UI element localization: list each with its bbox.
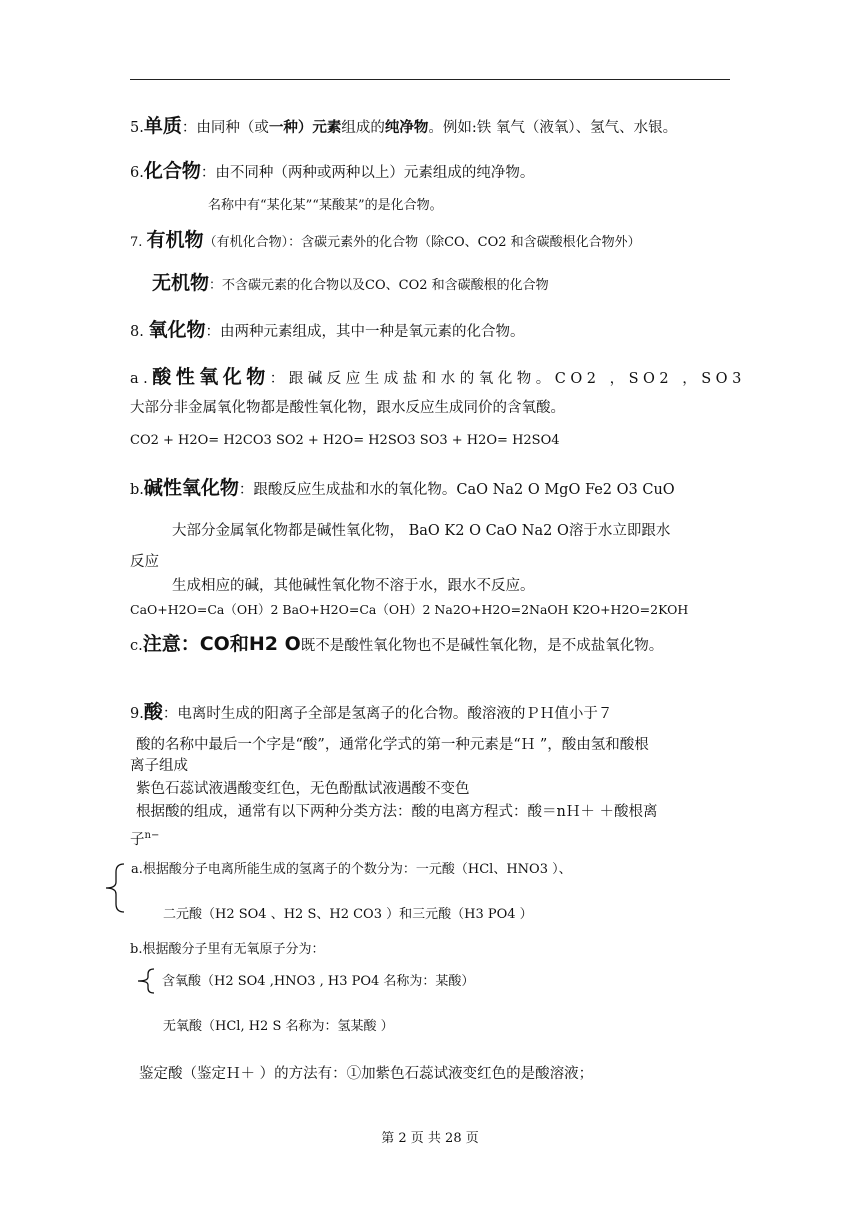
item-9-line5: 子$^{n-}$ bbox=[130, 830, 160, 848]
item-8b: b.碱性氧化物：跟酸反应生成盐和水的氧化物。CaO Na2 O MgO Fe2 O3 CuO bbox=[130, 477, 675, 499]
acid-identification: 鉴定酸（鉴定Ｈ＋ ）的方法有：①加紫色石蕊试液变红色的是酸溶液； bbox=[139, 1066, 594, 1082]
item-7-inorganic: 无机物：不含碳元素的化合物以及CO、CO2 和含碳酸根的化合物 bbox=[152, 272, 549, 294]
item-8a-line2: 大部分非金属氧化物都是酸性氧化物，跟水反应生成同价的含氧酸。 bbox=[130, 400, 565, 416]
item-9-line2: 离子组成 bbox=[130, 758, 188, 774]
item-8b-line2: 大部分金属氧化物都是碱性氧化物， BaO K2 O CaO Na2 O溶于水立即跟水 bbox=[172, 523, 671, 539]
item-8a: a.酸性氧化物：跟碱反应生成盐和水的氧化物。CO2 ，SO2 ，SO3 bbox=[130, 366, 746, 388]
item-8c: c.注意：CO和H2 O既不是酸性氧化物也不是碱性氧化物，是不成盐氧化物。 bbox=[130, 633, 664, 655]
item-8b-equations: CaO+H2O=Ca（OH）2 BaO+H2O=Ca（OH）2 Na2O+H2O=2NaOH K2O+H2O=2KOH bbox=[130, 602, 689, 617]
header-rule bbox=[130, 79, 730, 80]
item-9: 9.酸：电离时生成的阳离子全部是氢离子的化合物。酸溶液的ＰＨ值小于７ bbox=[130, 701, 613, 723]
classification-a-line1: a.根据酸分子电离所能生成的氢离子的个数分为：一元酸（HCl、HNO3 ）、 bbox=[131, 862, 572, 877]
classification-a-line2: 二元酸（H2 SO4 、H2 S、H2 CO3 ）和三元酸（H3 PO4 ） bbox=[163, 907, 533, 922]
term: 氧化物 bbox=[148, 319, 206, 341]
item-number: 5. bbox=[130, 120, 144, 136]
item-8a-equations: CO2 + H2O= H2CO3 SO2 + H2O= H2SO3 SO3 + H2O= H2SO4 bbox=[130, 433, 560, 448]
classification-b-line2: 含氧酸（H2 SO4 ,HNO3 , H3 PO4 名称为：某酸） bbox=[162, 974, 475, 989]
term: 化合物 bbox=[143, 160, 201, 182]
item-9-line3: 紫色石蕊试液遇酸变红色，无色酚酞试液遇酸不变色 bbox=[136, 781, 470, 797]
page-footer: 第 2 页 共 28 页 bbox=[381, 1131, 479, 1146]
left-brace-icon bbox=[98, 858, 128, 918]
item-8: 8. 氧化物：由两种元素组成，其中一种是氧元素的化合物。 bbox=[130, 319, 525, 341]
item-9-line1: 酸的名称中最后一个字是“酸”，通常化学式的第一种元素是“Ｈ ”，酸由氢和酸根 bbox=[136, 737, 649, 753]
left-brace-icon bbox=[132, 966, 160, 996]
term: 无机物 bbox=[152, 272, 210, 294]
classification-b-line3: 无氧酸（HCl, H2 S 名称为：氢某酸 ） bbox=[163, 1019, 394, 1034]
item-6-note: 名称中有“某化某”“某酸某”的是化合物。 bbox=[208, 198, 443, 213]
term: 单质 bbox=[143, 115, 182, 137]
item-5: 5.单质：由同种（或一种）元素组成的纯净物。例如:铁 氧气（液氧）、氢气、水银。 bbox=[130, 115, 678, 137]
term: 碱性氧化物 bbox=[143, 477, 239, 499]
term: 注意：CO和H2 O bbox=[142, 633, 301, 655]
term: 有机物 bbox=[146, 229, 204, 251]
term: 酸性氧化物 bbox=[152, 366, 270, 388]
term: 酸 bbox=[143, 701, 163, 723]
item-7: 7. 有机物（有机化合物）：含碳元素外的化合物（除CO、CO2 和含碳酸根化合物外） bbox=[130, 229, 641, 251]
item-6: 6.化合物：由不同种（两种或两种以上）元素组成的纯净物。 bbox=[130, 160, 535, 182]
classification-b-line1: b.根据酸分子里有无氧原子分为： bbox=[130, 942, 325, 957]
item-9-line4: 根据酸的组成，通常有以下两种分类方法：酸的电离方程式：酸＝nＨ＋ ＋酸根离 bbox=[136, 804, 658, 820]
item-8b-line4: 生成相应的碱，其他碱性氧化物不溶于水，跟水不反应。 bbox=[172, 578, 535, 594]
item-8b-line3: 反应 bbox=[130, 554, 159, 570]
